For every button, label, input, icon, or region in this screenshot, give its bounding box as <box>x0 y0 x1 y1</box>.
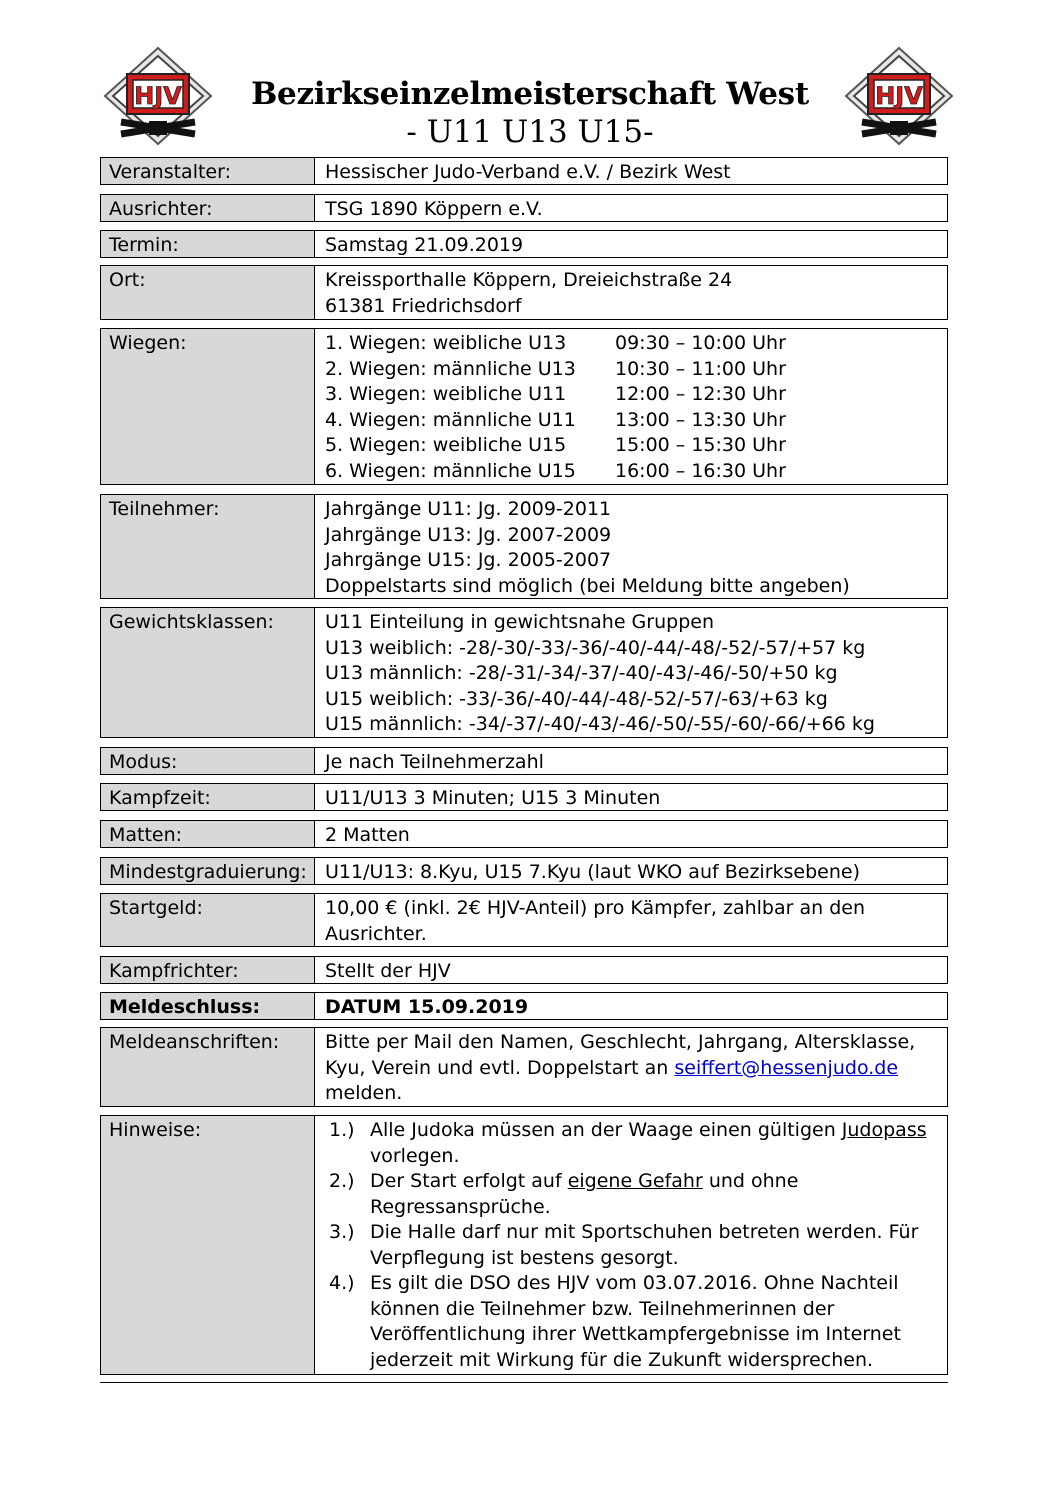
value-wiegen <box>315 329 947 484</box>
label-ort: Ort: <box>101 266 315 319</box>
value-veranstalter: Hessischer Judo-Verband e.V. / Bezirk West <box>325 161 731 183</box>
email-link[interactable]: seiffert@hessenjudo.de <box>674 1056 899 1079</box>
value-meldeschluss: DATUM 15.09.2019 <box>325 996 529 1018</box>
hinweis-number: 1.) <box>329 1119 355 1141</box>
label-gewichtsklassen: Gewichtsklassen: <box>101 608 315 737</box>
hinweis-number: 3.) <box>329 1221 355 1243</box>
label-modus: Modus: <box>101 748 315 774</box>
ort-line-1: Kreissporthalle Köppern, Dreieichstraße 24 <box>325 269 733 291</box>
wiegen-time: 09:30 – 10:00 Uhr <box>615 332 786 354</box>
row-wiegen <box>100 328 948 485</box>
label-teilnehmer: Teilnehmer: <box>101 495 315 598</box>
label-mindestgraduierung: Mindestgraduierung: <box>101 858 315 884</box>
bottom-rule <box>100 1382 948 1383</box>
row-meldeschluss <box>100 992 948 1020</box>
wiegen-name: 2. Wiegen: männliche U13 <box>325 357 576 380</box>
ort-line-2: 61381 Friedrichsdorf <box>325 294 522 317</box>
wiegen-item <box>325 459 937 485</box>
hinweise-list <box>329 1118 937 1373</box>
page-subtitle: - U11 U13 U15- <box>406 114 654 150</box>
startgeld-line-1: 10,00 € (inkl. 2€ HJV-Anteil) pro Kämpfer, zahlbar an den <box>325 897 866 919</box>
hinweis-item <box>329 1220 937 1271</box>
row-startgeld <box>100 893 948 947</box>
wiegen-name: 4. Wiegen: männliche U11 <box>325 408 576 431</box>
startgeld-line-2: Ausrichter. <box>325 922 427 945</box>
wiegen-item <box>325 382 937 408</box>
wiegen-name: 5. Wiegen: weibliche U15 <box>325 434 567 456</box>
value-modus: Je nach Teilnehmerzahl <box>325 751 544 773</box>
wiegen-time: 12:00 – 12:30 Uhr <box>615 383 786 405</box>
label-matten: Matten: <box>101 821 315 847</box>
label-meldeanschriften: Meldeanschriften: <box>101 1028 315 1106</box>
hinweis-4-line-3: Veröffentlichung ihrer Wettkampfergebnisse im Internet <box>370 1323 901 1345</box>
wiegen-time: 15:00 – 15:30 Uhr <box>615 434 786 456</box>
wiegen-name: 1. Wiegen: weibliche U13 <box>325 332 567 354</box>
value-kampfrichter: Stellt der HJV <box>325 960 451 982</box>
value-kampfzeit: U11/U13 3 Minuten; U15 3 Minuten <box>325 787 661 809</box>
gewicht-line: U13 weiblich: -28/-30/-33/-36/-40/-44/-48/-52/-57/+57 kg <box>325 636 866 659</box>
wiegen-time: 10:30 – 11:00 Uhr <box>615 357 786 380</box>
hinweis-2-underlined: eigene Gefahr <box>567 1170 703 1192</box>
label-ausrichter: Ausrichter: <box>101 195 315 221</box>
hinweis-text <box>370 1169 798 1220</box>
hinweis-4-line-2: können die Teilnehmer bzw. Teilnehmerinnen der <box>370 1297 835 1320</box>
hinweis-number: 4.) <box>329 1272 355 1294</box>
row-mindestgraduierung <box>100 857 948 885</box>
value-ausrichter: TSG 1890 Köppern e.V. <box>325 198 543 220</box>
label-kampfrichter: Kampfrichter: <box>101 957 315 983</box>
wiegen-item <box>325 357 937 383</box>
value-meldeanschriften <box>315 1028 947 1106</box>
row-veranstalter <box>100 157 948 185</box>
gewicht-line: U13 männlich: -28/-31/-34/-37/-40/-43/-46/-50/+50 kg <box>325 662 838 684</box>
hinweis-item <box>329 1271 937 1373</box>
hinweis-text <box>370 1271 901 1373</box>
row-kampfrichter <box>100 956 948 984</box>
meldeanschriften-line-1: Bitte per Mail den Namen, Geschlecht, Jahrgang, Altersklasse, <box>325 1031 916 1053</box>
hinweis-1-line-2: vorlegen. <box>370 1144 460 1167</box>
hinweis-item <box>329 1118 937 1169</box>
teilnehmer-line: Jahrgänge U11: Jg. 2009-2011 <box>325 498 612 520</box>
teilnehmer-line: Doppelstarts sind möglich (bei Meldung bitte angeben) <box>325 574 850 597</box>
hinweis-text <box>370 1118 927 1169</box>
wiegen-item <box>325 433 937 459</box>
row-hinweise <box>100 1115 948 1375</box>
teilnehmer-line: Jahrgänge U15: Jg. 2005-2007 <box>325 549 612 571</box>
value-startgeld <box>315 894 947 946</box>
wiegen-time: 13:00 – 13:30 Uhr <box>615 408 786 431</box>
value-termin: Samstag 21.09.2019 <box>325 234 524 256</box>
hinweis-2-line-2: Regressansprüche. <box>370 1195 551 1218</box>
row-kampfzeit <box>100 783 948 811</box>
gewicht-line: U15 männlich: -34/-37/-40/-43/-46/-50/-55/-60/-66/+66 kg <box>325 713 875 735</box>
value-ort <box>315 266 947 319</box>
row-matten <box>100 820 948 848</box>
label-hinweise: Hinweise: <box>101 1116 315 1374</box>
label-veranstalter: Veranstalter: <box>101 158 315 184</box>
hinweis-text <box>370 1220 918 1271</box>
hinweis-item <box>329 1169 937 1220</box>
hinweis-4-line-1: Es gilt die DSO des HJV vom 03.07.2016. Ohne Nachteil <box>370 1272 899 1294</box>
gewicht-line: U11 Einteilung in gewichtsnahe Gruppen <box>325 611 714 633</box>
row-termin <box>100 230 948 258</box>
row-modus <box>100 747 948 775</box>
svg-text:HJV: HJV <box>875 82 923 110</box>
value-mindestgraduierung: U11/U13: 8.Kyu, U15 7.Kyu (laut WKO auf Bezirksebene) <box>325 861 860 883</box>
hinweis-2-text-end: und ohne <box>702 1170 799 1192</box>
wiegen-time: 16:00 – 16:30 Uhr <box>615 459 786 482</box>
meldeanschriften-line-3: melden. <box>325 1082 403 1104</box>
wiegen-item <box>325 408 937 434</box>
hinweis-3-line-2: Verpflegung ist bestens gesorgt. <box>370 1246 679 1269</box>
hinweis-1-underlined: udopass <box>847 1119 927 1141</box>
meldeanschriften-line-2-text: Kyu, Verein und evtl. Doppelstart an <box>325 1056 675 1079</box>
row-gewichtsklassen <box>100 607 948 738</box>
row-ausrichter <box>100 194 948 222</box>
wiegen-item <box>325 331 937 357</box>
svg-text:HJV: HJV <box>134 82 182 110</box>
hinweis-2-text: Der Start erfolgt auf <box>370 1170 568 1192</box>
label-wiegen: Wiegen: <box>101 329 315 484</box>
row-teilnehmer <box>100 494 948 599</box>
value-matten: 2 Matten <box>325 824 410 846</box>
value-teilnehmer <box>315 495 947 598</box>
meldeanschriften-line-2 <box>325 1056 937 1082</box>
row-meldeanschriften <box>100 1027 948 1107</box>
wiegen-name: 6. Wiegen: männliche U15 <box>325 459 576 482</box>
hinweis-3-line-1: Die Halle darf nur mit Sportschuhen betreten werden. Für <box>370 1221 919 1243</box>
label-startgeld: Startgeld: <box>101 894 315 946</box>
hinweis-1-text: Alle Judoka müssen an der Waage einen gültigen J <box>370 1119 848 1141</box>
label-kampfzeit: Kampfzeit: <box>101 784 315 810</box>
hinweis-4-line-4: jederzeit mit Wirkung für die Zukunft widersprechen. <box>370 1348 874 1371</box>
page-title: Bezirkseinzelmeisterschaft West <box>251 76 809 112</box>
gewicht-line: U15 weiblich: -33/-36/-40/-44/-48/-52/-57/-63/+63 kg <box>325 687 828 710</box>
hinweis-number: 2.) <box>329 1170 355 1192</box>
teilnehmer-line: Jahrgänge U13: Jg. 2007-2009 <box>325 523 612 546</box>
label-termin: Termin: <box>101 231 315 257</box>
value-gewichtsklassen <box>315 608 947 737</box>
row-ort <box>100 265 948 320</box>
wiegen-name: 3. Wiegen: weibliche U11 <box>325 383 567 405</box>
value-hinweise <box>315 1116 947 1374</box>
label-meldeschluss: Meldeschluss: <box>101 993 315 1019</box>
